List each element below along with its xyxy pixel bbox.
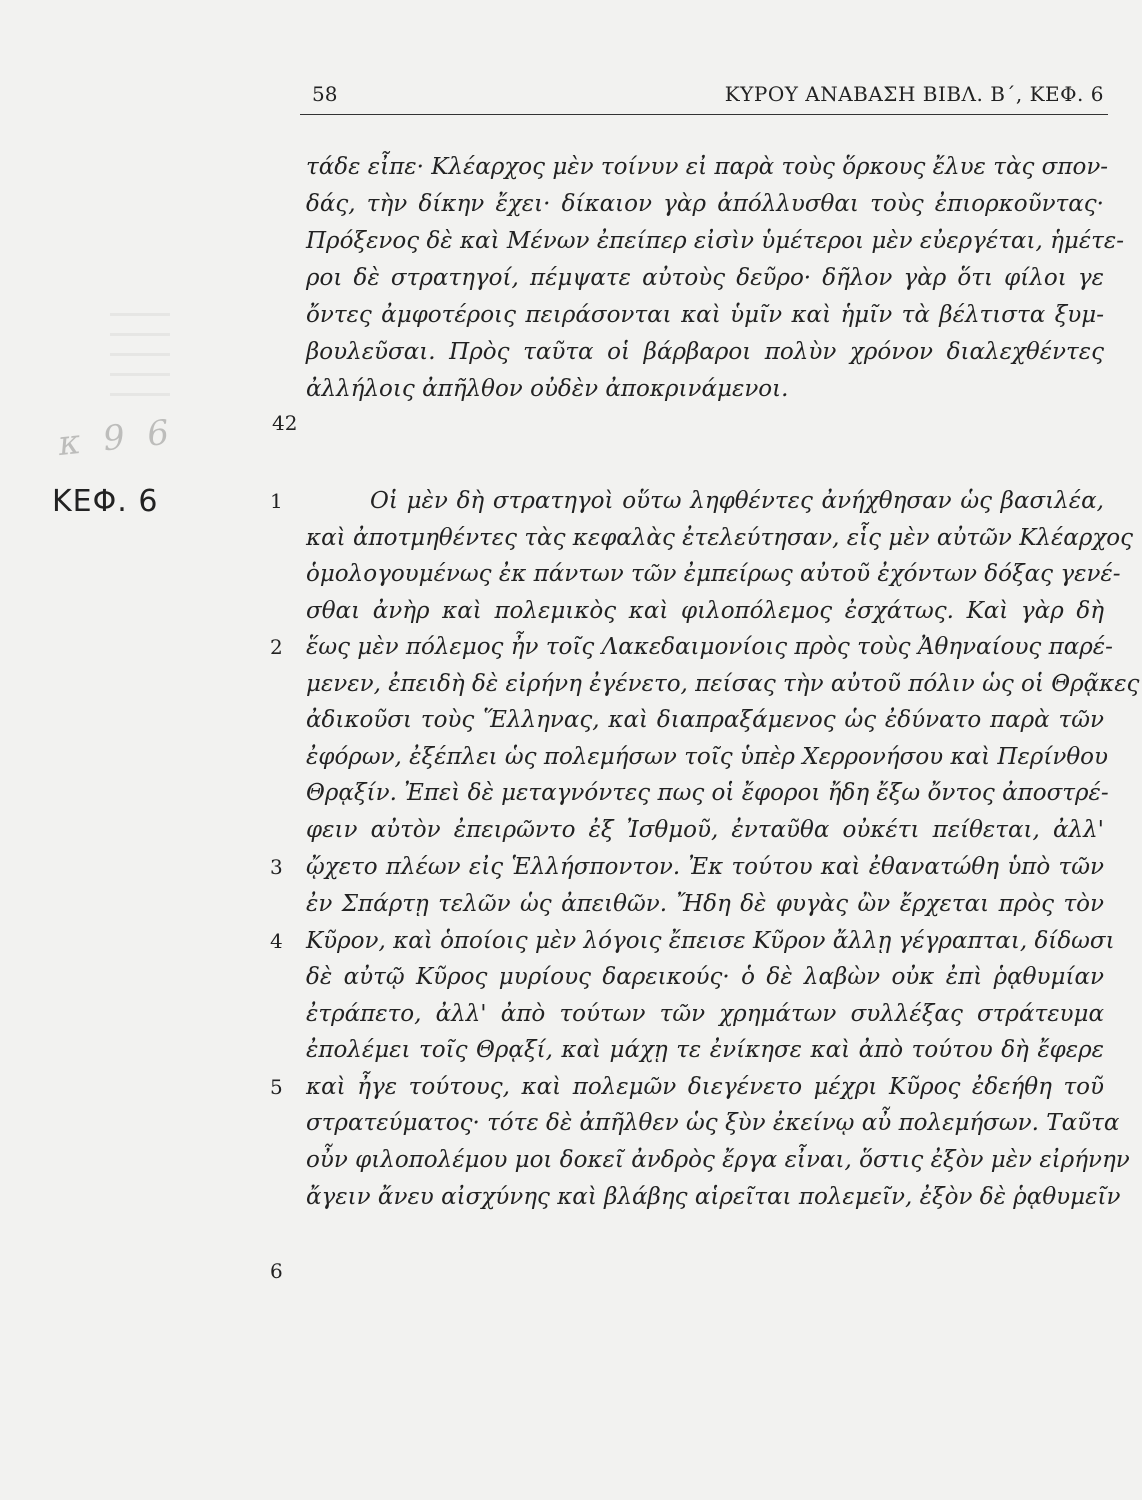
text-line: Θρᾳξίν. Ἐπεὶ δὲ μεταγνόντες πως οἱ ἔφοροι ἤδη ἔξω ὄντος ἀποστρέ- bbox=[306, 780, 1109, 806]
chapter-heading: ΚΕΦ. 6 bbox=[52, 484, 159, 519]
text-line: ἐφόρων, ἐξέπλει ὡς πολεμήσων τοῖς ὑπὲρ Χερρονήσου καὶ Περίνθου bbox=[306, 744, 1109, 770]
text-line: ἄγειν ἄνευ αἰσχύνης καὶ βλάβης αἱρεῖται πολεμεῖν, ἐξὸν δὲ ῥᾳθυμεῖν bbox=[306, 1184, 1121, 1210]
section-number: 42 bbox=[272, 411, 298, 435]
section-number: 4 bbox=[270, 929, 283, 953]
text-line: ἐπολέμει τοῖς Θρᾳξί, καὶ μάχῃ τε ἐνίκησε καὶ ἀπὸ τούτου δὴ ἔφερε bbox=[306, 1037, 1104, 1063]
text-line: δάς, τὴν δίκην ἔχει· δίκαιον γὰρ ἀπόλλυσθαι τοὺς ἐπιορκοῦντας· bbox=[306, 191, 1104, 217]
page-header bbox=[300, 78, 1108, 115]
text-line: τάδε εἶπε· Κλέαρχος μὲν τοίνυν εἰ παρὰ τοὺς ὅρκους ἔλυε τὰς σπον- bbox=[306, 154, 1109, 180]
text-line: Πρόξενος δὲ καὶ Μένων ἐπείπερ εἰσὶν ὑμέτεροι μὲν εὐεργέται, ἡμέτε- bbox=[306, 228, 1125, 254]
text-line: ἕως μὲν πόλεμος ἦν τοῖς Λακεδαιμονίοις πρὸς τοὺς Ἀθηναίους παρέ- bbox=[306, 634, 1113, 660]
text-line: ὁμολογουμένως ἐκ πάντων τῶν ἐμπείρως αὐτοῦ ἐχόντων δόξας γενέ- bbox=[306, 561, 1121, 587]
section-number: 5 bbox=[270, 1075, 283, 1099]
text-line: στρατεύματος· τότε δὲ ἀπῆλθεν ὡς ξὺν ἐκείνῳ αὖ πολεμήσων. Ταῦτα bbox=[306, 1110, 1120, 1136]
text-line: Κῦρον, καὶ ὁποίοις μὲν λόγοις ἔπεισε Κῦρον ἄλλῃ γέγραπται, δίδωσι bbox=[306, 928, 1115, 954]
text-line: μενεν, ἐπειδὴ δὲ εἰρήνη ἐγένετο, πείσας τὴν αὐτοῦ πόλιν ὡς οἱ Θρᾷκες bbox=[306, 671, 1140, 697]
text-line: Οἱ μὲν δὴ στρατηγοὶ οὕτω ληφθέντες ἀνήχθησαν ὡς βασιλέα, bbox=[370, 488, 1104, 514]
text-line: δὲ αὐτῷ Κῦρος μυρίους δαρεικούς· ὁ δὲ λαβὼν οὐκ ἐπὶ ῥᾳθυμίαν bbox=[306, 964, 1104, 990]
text-line: ᾤχετο πλέων εἰς Ἑλλήσποντον. Ἐκ τούτου καὶ ἐθανατώθη ὑπὸ τῶν bbox=[306, 854, 1104, 880]
section-number: 3 bbox=[270, 855, 283, 879]
running-head: ΚΥΡΟΥ ΑΝΑΒΑΣΗ ΒΙΒΛ. Β΄, ΚΕΦ. 6 bbox=[724, 82, 1104, 106]
text-line: καὶ ἀποτμηθέντες τὰς κεφαλὰς ἐτελεύτησαν, εἷς μὲν αὐτῶν Κλέαρχος bbox=[306, 525, 1134, 551]
show-through-texture bbox=[110, 296, 170, 396]
text-line: ἐν Σπάρτῃ τελῶν ὡς ἀπειθῶν. Ἤδη δὲ φυγὰς ὢν ἔρχεται πρὸς τὸν bbox=[306, 891, 1104, 917]
section-number: 6 bbox=[270, 1259, 283, 1283]
text-line: ἀδικοῦσι τοὺς Ἕλληνας, καὶ διαπραξάμενος ὡς ἐδύνατο παρὰ τῶν bbox=[306, 707, 1104, 733]
text-line: ροι δὲ στρατηγοί, πέμψατε αὐτοὺς δεῦρο· δῆλον γὰρ ὅτι φίλοι γε bbox=[306, 265, 1104, 291]
page-number: 58 bbox=[312, 82, 338, 106]
text-line: ἀλλήλοις ἀπῆλθον οὐδὲν ἀποκρινάμενοι. bbox=[306, 376, 789, 402]
section-number: 2 bbox=[270, 635, 283, 659]
text-line: φειν αὐτὸν ἐπειρῶντο ἐξ Ἰσθμοῦ, ἐνταῦθα οὐκέτι πείθεται, ἀλλ' bbox=[306, 817, 1104, 843]
text-line: σθαι ἀνὴρ καὶ πολεμικὸς καὶ φιλοπόλεμος ἐσχάτως. Καὶ γὰρ δὴ bbox=[306, 598, 1104, 624]
text-line: καὶ ἦγε τούτους, καὶ πολεμῶν διεγένετο μέχρι Κῦρος ἐδεήθη τοῦ bbox=[306, 1074, 1104, 1100]
text-line: ὄντες ἀμφοτέροις πειράσονται καὶ ὑμῖν καὶ ἡμῖν τὰ βέλτιστα ξυμ- bbox=[306, 302, 1104, 328]
text-line: βουλεῦσαι. Πρὸς ταῦτα οἱ βάρβαροι πολὺν χρόνον διαλεχθέντες bbox=[306, 339, 1104, 365]
pencil-annotation: κ 9 6 bbox=[56, 411, 177, 465]
text-line: ἐτράπετο, ἀλλ' ἀπὸ τούτων τῶν χρημάτων συλλέξας στράτευμα bbox=[306, 1001, 1104, 1027]
section-number: 1 bbox=[270, 489, 283, 513]
text-line: οὖν φιλοπολέμου μοι δοκεῖ ἀνδρὸς ἔργα εἶναι, ὅστις ἐξὸν μὲν εἰρήνην bbox=[306, 1147, 1130, 1173]
